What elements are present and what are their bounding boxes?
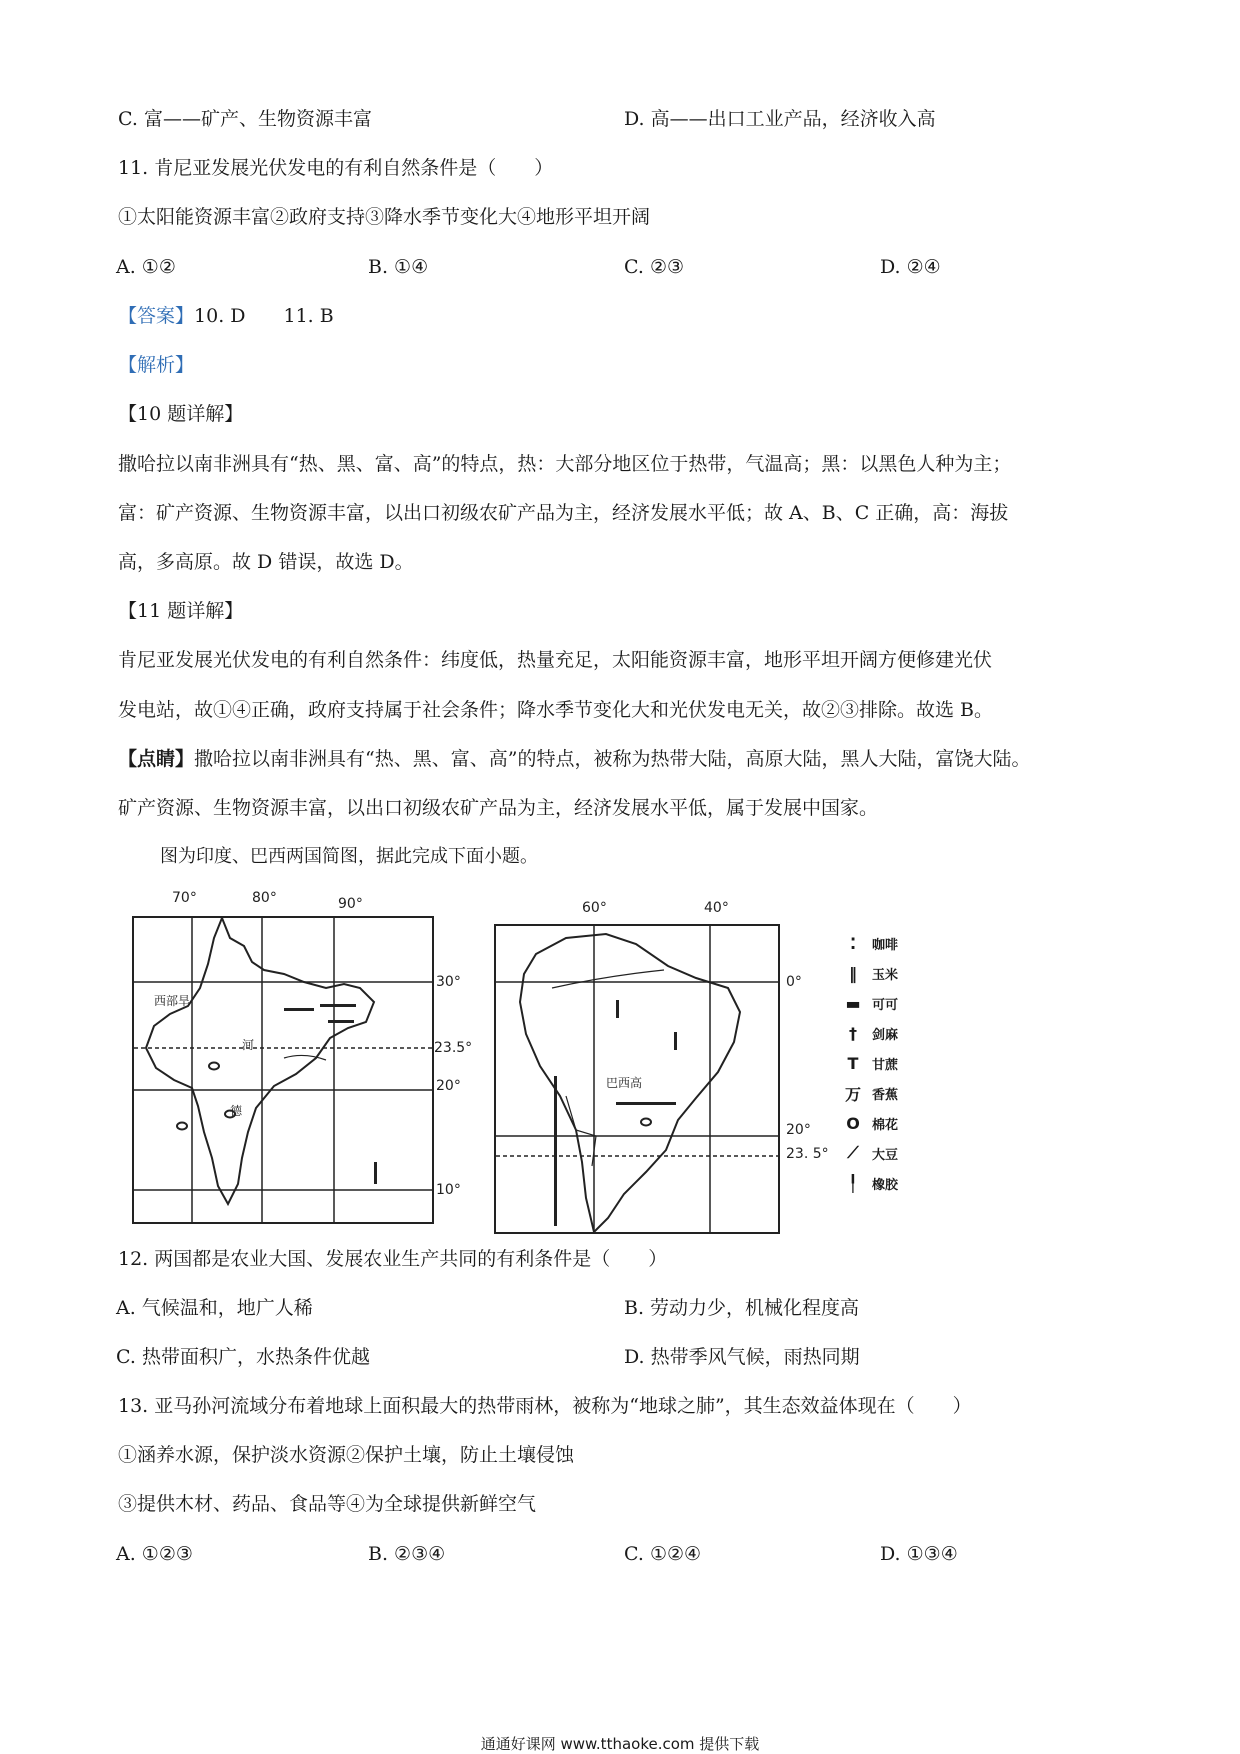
legend-item: ⟋ 大豆 (842, 1140, 898, 1166)
india-lat-label: 30° (436, 974, 461, 990)
q13-statements-1: ①涵养水源，保护淡水资源②保护土壤，防止土壤侵蚀 (118, 1444, 575, 1466)
sisal-icon: † (849, 1023, 857, 1043)
legend-item: ⁚ 咖啡 (842, 930, 898, 956)
q13-stem: 13. 亚马孙河流域分布着地球上面积最大的热带雨林，被称为“地球之肺”，其生态效益体现在（ ） (118, 1395, 972, 1417)
india-map-drawing (134, 918, 432, 1222)
q11-detail-line: 发电站，故①④正确，政府支持属于社会条件；降水季节变化大和光伏发电无关，故②③排除。故选 B。 (118, 699, 994, 721)
q12-option-a: A. 气候温和，地广人稀 (116, 1297, 313, 1319)
india-lat-label: 10° (436, 1182, 461, 1198)
q11-option-c: C. ②③ (624, 256, 685, 278)
brazil-lat-label: 23. 5° (786, 1146, 829, 1162)
india-lon-label: 80° (252, 890, 277, 906)
corn-icon: ‖ (849, 963, 857, 983)
cocoa-icon: ▬ (845, 993, 861, 1013)
legend-item: 万 香蕉 (842, 1080, 898, 1106)
india-place-label: 德 (230, 1104, 243, 1118)
q11-option-d: D. ②④ (880, 256, 941, 278)
tip-line-2: 矿产资源、生物资源丰富，以出口初级农矿产品为主，经济发展水平低，属于发展中国家。 (118, 797, 879, 819)
q11-option-a: A. ①② (116, 256, 176, 278)
legend-item: † 剑麻 (842, 1020, 898, 1046)
q13-option-d: D. ①③④ (880, 1543, 958, 1565)
q10-detail-line: 富：矿产资源、生物资源丰富，以出口初级农矿产品为主，经济发展水平低；故 A、B、C 正确，高：海拔 (118, 502, 1009, 524)
q10-option-c: C. 富——矿产、生物资源丰富 (118, 108, 372, 130)
banana-icon: 万 (844, 1084, 861, 1104)
legend-item: ╿ 橡胶 (842, 1170, 898, 1196)
q12-option-c: C. 热带面积广，水热条件优越 (116, 1346, 370, 1368)
q10-detail-heading: 【10 题详解】 (118, 403, 244, 425)
q13-option-a: A. ①②③ (116, 1543, 193, 1565)
soybean-icon: ⟋ (847, 1143, 859, 1162)
rubber-icon: ╿ (848, 1173, 858, 1193)
q11-detail-heading: 【11 题详解】 (118, 600, 244, 622)
figure-intro: 图为印度、巴西两国简图，据此完成下面小题。 (160, 846, 538, 867)
india-lon-label: 90° (338, 896, 363, 912)
tip-text: 撒哈拉以南非洲具有“热、黑、富、高”的特点，被称为热带大陆，高原大陆，黑人大陆，富饶大陆。 (194, 748, 1031, 770)
map-legend (842, 930, 962, 1200)
india-lat-label: 20° (436, 1078, 461, 1094)
q11-detail-line: 肯尼亚发展光伏发电的有利自然条件：纬度低，热量充足，太阳能资源丰富，地形平坦开阔方便修建光伏 (118, 649, 993, 671)
india-lat-label: 23.5° (434, 1040, 473, 1056)
q13-statements-2: ③提供木材、药品、食品等④为全球提供新鲜空气 (118, 1493, 537, 1515)
q11-stem: 11. 肯尼亚发展光伏发电的有利自然条件是（ ） (118, 157, 554, 179)
india-map (132, 890, 473, 1224)
q10-detail-line: 撒哈拉以南非洲具有“热、黑、富、高”的特点，热：大部分地区位于热带，气温高；黑：以黑色人种为主； (118, 453, 1012, 475)
legend-item: ‖ 玉米 (842, 960, 898, 986)
brazil-lon-label: 40° (704, 900, 729, 916)
q13-option-c: C. ①②④ (624, 1543, 702, 1565)
legend-item: ▬ 可可 (842, 990, 898, 1016)
coffee-icon: ⁚ (849, 933, 857, 953)
q11-option-b: B. ①④ (368, 256, 429, 278)
legend-item: T 甘蔗 (842, 1050, 898, 1076)
india-place-label: 西部旱 (154, 994, 191, 1008)
q12-stem: 12. 两国都是农业大国、发展农业生产共同的有利条件是（ ） (118, 1248, 668, 1270)
legend-item: O 棉花 (842, 1110, 898, 1136)
q12-option-b: B. 劳动力少，机械化程度高 (624, 1297, 860, 1319)
brazil-place-label: 巴西高 (606, 1076, 643, 1090)
q12-option-d: D. 热带季风气候，雨热同期 (624, 1346, 860, 1368)
answer-line (118, 303, 334, 329)
analysis-label: 【解析】 (118, 354, 195, 376)
q13-option-b: B. ②③④ (368, 1543, 446, 1565)
answer-label: 【答案】 (118, 305, 195, 327)
answer-text: 10. D 11. B (194, 305, 334, 327)
brazil-lat-label: 20° (786, 1122, 811, 1138)
tip-line (118, 746, 1030, 772)
page-footer: 通通好课网 www.tthaoke.com 提供下载 (480, 1735, 760, 1753)
q10-option-d: D. 高——出口工业产品，经济收入高 (624, 108, 936, 130)
brazil-lat-label: 0° (786, 974, 802, 990)
q11-statements: ①太阳能资源丰富②政府支持③降水季节变化大④地形平坦开阔 (118, 206, 651, 228)
india-lon-label: 70° (172, 890, 197, 906)
india-place-label: 河 (242, 1038, 255, 1052)
brazil-lon-label: 60° (582, 900, 607, 916)
cotton-icon: O (846, 1113, 860, 1133)
tip-label: 【点睛】 (118, 748, 195, 770)
q10-detail-line: 高，多高原。故 D 错误，故选 D。 (118, 551, 414, 573)
sugarcane-icon: T (847, 1053, 859, 1073)
brazil-map (494, 900, 829, 1234)
